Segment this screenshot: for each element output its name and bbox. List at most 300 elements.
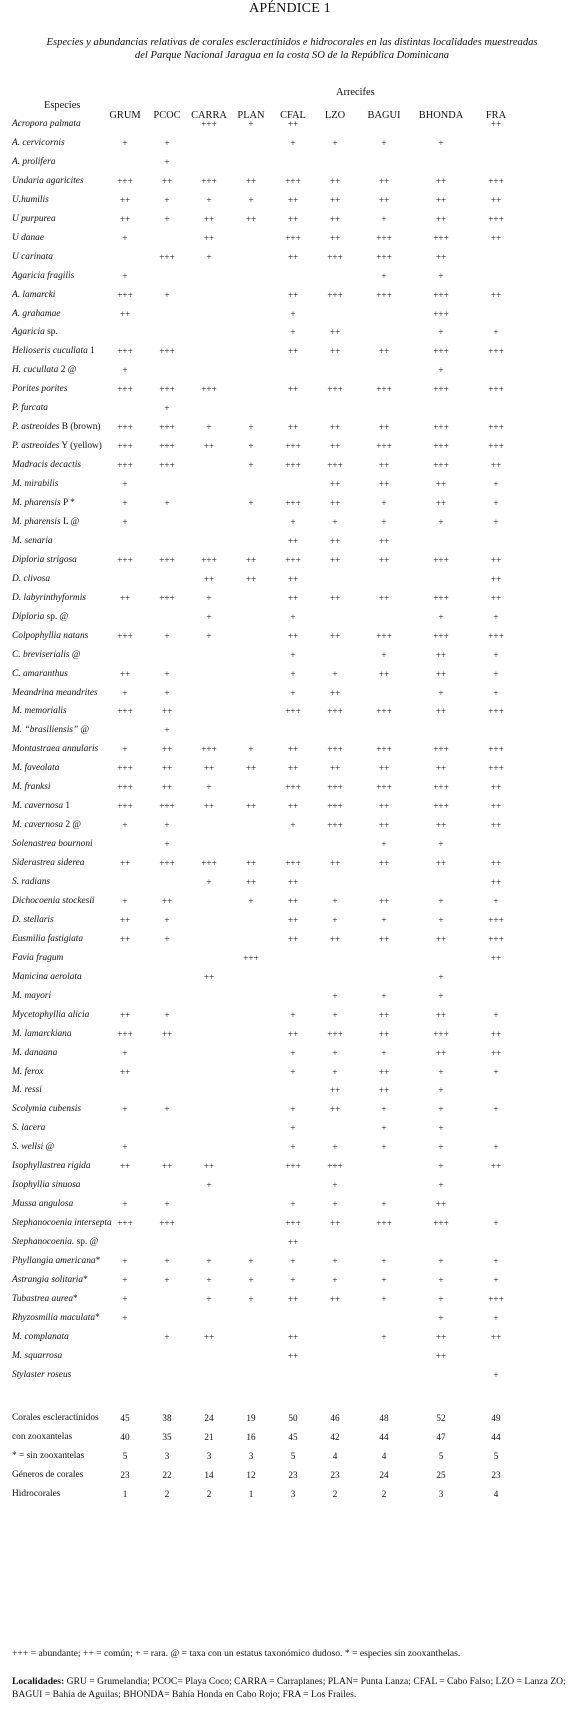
species-name-italic: M. mirabilis	[12, 479, 59, 490]
abundance-cell: +++	[433, 460, 449, 471]
abundance-cell: +++	[117, 630, 133, 641]
abundance-cell: +++	[285, 1161, 301, 1172]
species-name-italic: Mussa angulosa	[12, 1199, 74, 1210]
summary-cell: 23	[288, 1470, 298, 1481]
abundance-cell: +++	[488, 175, 504, 186]
abundance-cell: +++	[433, 1028, 449, 1039]
abundance-cell: +	[290, 137, 296, 148]
abundance-cell: +	[438, 1312, 444, 1323]
abundance-cell: ++	[287, 895, 299, 906]
species-name-italic: M. franksi	[12, 782, 51, 793]
abundance-cell: ++	[490, 1028, 502, 1039]
column-header: CARRA	[191, 110, 227, 121]
species-name-italic: M. mayori	[12, 990, 52, 1001]
abundance-cell: +	[332, 668, 338, 679]
abundance-cell: +	[206, 422, 212, 433]
abundance-cell: +	[122, 270, 128, 281]
table-row	[0, 574, 580, 594]
abundance-cell: +++	[285, 441, 301, 452]
abundance-cell: +	[290, 1066, 296, 1077]
table-row	[0, 839, 580, 859]
table-row	[0, 252, 580, 272]
abundance-cell: +	[438, 365, 444, 376]
table-row	[0, 479, 580, 499]
abundance-cell: +	[332, 1180, 338, 1191]
abundance-cell: ++	[287, 1331, 299, 1342]
species-name	[12, 1142, 54, 1152]
abundance-cell: +	[438, 914, 444, 925]
table-row	[0, 782, 580, 802]
abundance-cell: ++	[435, 933, 447, 944]
abundance-cell: ++	[161, 895, 173, 906]
summary-cell: 3	[206, 1451, 212, 1462]
abundance-cell: +++	[285, 706, 301, 717]
abundance-cell: ++	[203, 213, 215, 224]
species-name	[12, 233, 44, 243]
summary-cell: 23	[330, 1470, 340, 1481]
species-name	[12, 1085, 42, 1095]
table-row	[0, 1237, 580, 1257]
species-name-italic: Agaricia	[12, 327, 45, 338]
species-name-suffix: 2 @	[58, 365, 77, 376]
table-row	[0, 498, 580, 518]
species-name-italic: M. squarrosa	[12, 1350, 63, 1361]
table-row	[0, 195, 580, 215]
abundance-cell: +	[164, 630, 170, 641]
abundance-cell: ++	[119, 668, 131, 679]
species-name	[12, 1275, 88, 1285]
abundance-cell: +	[493, 611, 499, 622]
species-name-italic: M. danaana	[12, 1047, 58, 1058]
abundance-cell: +++	[433, 346, 449, 357]
abundance-cell: +	[164, 914, 170, 925]
table-row	[0, 1256, 580, 1276]
abundance-cell: +	[438, 1104, 444, 1115]
abundance-cell: ++	[329, 554, 341, 565]
abundance-cell: +++	[327, 782, 343, 793]
abundance-cell: ++	[119, 933, 131, 944]
species-name-italic: U.humilis	[12, 194, 49, 205]
table-caption	[22, 36, 562, 62]
abundance-cell: +++	[117, 460, 133, 471]
abundance-cell: +	[248, 1256, 254, 1266]
abundance-cell: +	[493, 498, 499, 508]
abundance-cell: +	[290, 687, 296, 698]
abundance-cell: +	[122, 1274, 128, 1285]
species-name	[12, 365, 76, 375]
table-row	[0, 953, 580, 973]
abundance-cell: +	[122, 1047, 128, 1058]
abundance-cell: +++	[327, 706, 343, 717]
species-name	[12, 498, 75, 508]
abundance-cell: +++	[117, 763, 133, 774]
abundance-cell: ++	[490, 592, 502, 603]
species-name-italic: Acropora palmata	[12, 119, 81, 129]
summary-label: Corales escleractínidos	[12, 1412, 99, 1423]
species-name-suffix: *	[83, 1274, 88, 1285]
abundance-cell: ++	[378, 820, 390, 831]
abundance-cell: +	[122, 1104, 128, 1115]
abundance-cell: +	[493, 687, 499, 698]
abundance-cell: +	[248, 498, 254, 508]
abundance-cell: ++	[119, 858, 131, 869]
species-name-suffix: P *	[60, 498, 75, 508]
abundance-cell: ++	[435, 763, 447, 774]
table-row	[0, 327, 580, 347]
abundance-cell: ++	[329, 232, 341, 243]
abundance-cell: +	[164, 156, 170, 167]
abundance-cell: ++	[378, 535, 390, 546]
table-header-group	[0, 87, 580, 111]
species-name	[12, 1332, 69, 1342]
abundance-cell: ++	[378, 668, 390, 679]
table-row	[0, 1142, 580, 1162]
abundance-cell: +	[438, 137, 444, 148]
species-name	[12, 801, 70, 811]
abundance-cell: +	[381, 516, 387, 527]
species-name	[12, 820, 81, 830]
table-row	[0, 631, 580, 651]
abundance-cell: +++	[327, 251, 343, 262]
abundance-cell: +	[290, 1047, 296, 1058]
table-row	[0, 1351, 580, 1371]
abundance-cell: ++	[378, 422, 390, 433]
abundance-cell: +	[122, 137, 128, 148]
species-name	[12, 1199, 73, 1209]
species-name	[12, 858, 84, 868]
species-name	[12, 953, 63, 963]
abundance-cell: ++	[329, 194, 341, 205]
species-name	[12, 555, 77, 565]
abundance-cell: +	[381, 1256, 387, 1266]
summary-cell: 19	[246, 1412, 256, 1423]
column-header: CFAL	[280, 110, 306, 121]
summary-row	[0, 1413, 580, 1433]
abundance-cell: ++	[378, 346, 390, 357]
abundance-cell: +	[248, 1274, 254, 1285]
abundance-cell: +	[381, 990, 387, 1001]
abundance-cell: +++	[488, 441, 504, 452]
abundance-cell: +	[381, 1104, 387, 1115]
table-row	[0, 290, 580, 310]
table-row	[0, 1104, 580, 1124]
species-name	[12, 706, 67, 716]
summary-row	[0, 1432, 580, 1452]
abundance-cell: +	[332, 1274, 338, 1285]
abundance-cell: +++	[488, 1293, 504, 1304]
abundance-cell: ++	[203, 232, 215, 243]
species-name-italic: M. ressi	[12, 1085, 42, 1096]
abundance-cell: ++	[203, 1161, 215, 1172]
abundance-cell: ++	[329, 630, 341, 641]
abundance-cell: ++	[435, 649, 447, 660]
abundance-cell: ++	[435, 1047, 447, 1058]
abundance-cell: ++	[378, 175, 390, 186]
abundance-cell: ++	[329, 933, 341, 944]
species-name-italic: C. amaranthus	[12, 668, 68, 679]
abundance-cell: +	[493, 1369, 499, 1380]
species-name-italic: P. astreoides	[12, 441, 60, 452]
summary-cell: 45	[120, 1412, 130, 1423]
species-name-italic: M. lamarckiana	[12, 1028, 72, 1039]
summary-cell: 25	[436, 1470, 446, 1481]
abundance-cell: +	[438, 611, 444, 622]
abundance-cell: +	[493, 1104, 499, 1115]
abundance-cell: ++	[161, 744, 173, 755]
species-name-suffix: *	[95, 1256, 101, 1266]
abundance-cell: +	[438, 990, 444, 1001]
abundance-cell: +++	[488, 763, 504, 774]
abundance-cell: +++	[376, 384, 392, 395]
species-name-italic: A. cervicornis	[12, 137, 65, 148]
abundance-cell: +	[438, 1180, 444, 1191]
column-header: PLAN	[237, 110, 265, 121]
summary-cell: 35	[162, 1431, 172, 1442]
abundance-cell: ++	[490, 573, 502, 584]
abundance-cell: ++	[245, 763, 257, 774]
abundance-cell: +	[164, 725, 170, 736]
abundance-cell: ++	[378, 554, 390, 565]
abundance-cell: +	[164, 137, 170, 148]
abundance-cell: +	[438, 1293, 444, 1304]
column-header: BHONDA	[418, 110, 464, 121]
abundance-cell: +	[493, 1312, 499, 1323]
abundance-cell: +	[122, 232, 128, 243]
abundance-cell: ++	[287, 592, 299, 603]
species-name	[12, 252, 53, 262]
abundance-cell: +	[332, 1199, 338, 1210]
summary-cell: 16	[246, 1431, 256, 1442]
abundance-cell: ++	[378, 1028, 390, 1039]
species-name-italic: P. furcata	[12, 403, 48, 414]
abundance-cell: +	[164, 668, 170, 679]
summary-cell: 4	[493, 1489, 499, 1500]
summary-cell: 5	[122, 1451, 128, 1462]
abundance-cell: +	[332, 1047, 338, 1058]
abundance-cell: ++	[119, 213, 131, 224]
table-row	[0, 1161, 580, 1181]
abundance-cell: ++	[435, 668, 447, 679]
abundance-cell: +	[206, 630, 212, 641]
abundance-cell: ++	[329, 422, 341, 433]
abundance-cell: ++	[329, 535, 341, 546]
abundance-cell: +++	[159, 441, 175, 452]
abundance-cell: ++	[378, 1085, 390, 1096]
species-name	[12, 1313, 100, 1323]
abundance-cell: ++	[435, 479, 447, 490]
abundance-cell: +++	[117, 801, 133, 812]
abundance-cell: +++	[376, 744, 392, 755]
species-name	[12, 1256, 100, 1266]
species-name	[12, 441, 102, 451]
abundance-cell: ++	[119, 194, 131, 205]
abundance-cell: ++	[378, 895, 390, 906]
abundance-cell: ++	[161, 1161, 173, 1172]
abundance-cell: +++	[327, 744, 343, 755]
abundance-cell: +++	[159, 346, 175, 357]
abundance-cell: +	[290, 1104, 296, 1115]
species-name-italic: Diploria strigosa	[12, 554, 77, 565]
species-name-italic: Rhyzosmilia maculata	[12, 1312, 96, 1323]
abundance-cell: ++	[287, 119, 299, 129]
species-name-suffix: B (brown)	[59, 422, 101, 433]
species-name-italic: Isophyllia sinuosa	[12, 1180, 81, 1191]
table-row	[0, 1332, 580, 1352]
abundance-cell: +	[164, 1009, 170, 1020]
summary-cell: 38	[162, 1412, 172, 1423]
species-name-suffix: @	[78, 725, 90, 736]
table-row	[0, 1199, 580, 1219]
abundance-cell: +++	[433, 554, 449, 565]
abundance-cell: +	[438, 270, 444, 281]
abundance-cell: +	[122, 1256, 128, 1266]
abundance-cell: +++	[376, 1218, 392, 1229]
abundance-cell: ++	[378, 1066, 390, 1077]
table-row	[0, 1048, 580, 1068]
species-name	[12, 574, 50, 584]
abundance-cell: +	[122, 516, 128, 527]
abundance-cell: +	[122, 687, 128, 698]
summary-cell: 24	[379, 1470, 389, 1481]
abundance-cell: ++	[490, 877, 502, 887]
abundance-cell: +	[122, 820, 128, 831]
summary-cell: 1	[122, 1489, 128, 1500]
arrecifes-header: Arrecifes	[336, 87, 375, 98]
table-row	[0, 422, 580, 442]
species-name-italic: Madracis decactis	[12, 460, 81, 471]
species-name	[12, 214, 56, 224]
summary-cell: 5	[438, 1451, 444, 1462]
species-name	[12, 915, 54, 925]
abundance-cell: +	[122, 1293, 128, 1304]
abundance-cell: +	[438, 516, 444, 527]
species-name-italic: M. ferox	[12, 1066, 44, 1077]
abundance-cell: +++	[243, 952, 259, 963]
abundance-cell: +	[122, 365, 128, 376]
abundance-cell: +++	[327, 820, 343, 831]
abundance-cell: ++	[490, 801, 502, 812]
species-name-italic: Favia fragum	[12, 952, 64, 963]
species-name	[12, 839, 93, 849]
species-name-suffix: L @	[60, 516, 80, 527]
species-name-italic: Solenastrea bournoni	[12, 839, 93, 850]
table-row	[0, 1029, 580, 1049]
abundance-cell: +	[248, 895, 254, 906]
table-row	[0, 725, 580, 745]
species-name-italic: M. complanata	[12, 1331, 69, 1342]
species-name	[12, 896, 95, 906]
abundance-cell: +	[438, 1123, 444, 1134]
table-row	[0, 1313, 580, 1333]
abundance-cell: +++	[201, 744, 217, 755]
species-name-italic: U purpurea	[12, 213, 56, 224]
species-name	[12, 517, 79, 527]
species-name	[12, 138, 65, 148]
abundance-cell: ++	[245, 213, 257, 224]
abundance-cell: +	[290, 1274, 296, 1285]
summary-cell: 46	[330, 1412, 340, 1423]
species-name-suffix: 2 @	[63, 820, 82, 831]
abundance-cell: +	[493, 1256, 499, 1266]
especies-header: Especies	[44, 100, 81, 111]
abundance-cell: ++	[329, 1104, 341, 1115]
summary-cell: 5	[493, 1451, 499, 1462]
species-name-suffix: 1	[63, 801, 71, 812]
summary-label: con zooxantelas	[12, 1431, 73, 1442]
abundance-cell: ++	[287, 1028, 299, 1039]
abundance-cell: +++	[376, 289, 392, 300]
abundance-cell: +++	[159, 384, 175, 395]
abundance-cell: ++	[329, 441, 341, 452]
abundance-cell: +	[438, 327, 444, 338]
abundance-cell: +	[164, 1331, 170, 1342]
abundance-cell: ++	[435, 820, 447, 831]
abundance-cell: +	[381, 1123, 387, 1134]
abundance-cell: +++	[376, 232, 392, 243]
abundance-cell: +++	[117, 706, 133, 717]
species-name	[12, 384, 67, 394]
table-row	[0, 612, 580, 632]
table-row	[0, 309, 580, 329]
abundance-cell: ++	[435, 1331, 447, 1342]
abundance-cell: ++	[378, 763, 390, 774]
abundance-cell: +	[493, 895, 499, 906]
species-name	[12, 725, 89, 735]
abundance-cell: +++	[159, 251, 175, 262]
abundance-cell: +	[332, 1142, 338, 1153]
abundance-cell: +	[164, 839, 170, 850]
species-name-italic: Stylaster roseus	[12, 1369, 72, 1380]
abundance-cell: +	[381, 649, 387, 660]
abundance-cell: ++	[287, 933, 299, 944]
summary-cell: 45	[288, 1431, 298, 1442]
abundance-cell: ++	[329, 592, 341, 603]
abundance-cell: ++	[329, 327, 341, 338]
species-name	[12, 744, 98, 754]
abundance-cell: +	[493, 1066, 499, 1077]
abundance-cell: ++	[378, 1009, 390, 1020]
abundance-cell: ++	[490, 460, 502, 471]
abundance-cell: ++	[161, 782, 173, 793]
species-name	[12, 422, 101, 432]
species-name-italic: M. cavernosa	[12, 820, 64, 831]
abundance-footnote: +++ = abundante; ++ = común; + = rara. @ = taxa con un estatus taxonómico dudoso. * = especies sin zooxanthelas.	[12, 1648, 461, 1659]
abundance-cell: ++	[287, 573, 299, 584]
species-name-italic: D. stellaris	[12, 914, 54, 925]
abundance-cell: ++	[329, 498, 341, 508]
abundance-cell: +++	[117, 175, 133, 186]
abundance-cell: ++	[287, 763, 299, 774]
abundance-cell: ++	[287, 1350, 299, 1361]
abundance-cell: +++	[285, 1218, 301, 1229]
abundance-cell: +	[206, 1180, 212, 1191]
species-name-italic: Undaria agaricites	[12, 175, 84, 186]
abundance-cell: ++	[203, 971, 215, 982]
species-name-italic: P. astreoides	[12, 422, 60, 433]
abundance-cell: +	[206, 1293, 212, 1304]
table-row	[0, 536, 580, 556]
species-name-italic: M. faveolata	[12, 763, 60, 774]
abundance-cell: ++	[329, 858, 341, 869]
abundance-cell: +++	[376, 441, 392, 452]
table-row	[0, 441, 580, 461]
abundance-cell: ++	[161, 1028, 173, 1039]
table-row	[0, 1010, 580, 1030]
abundance-cell: +	[122, 895, 128, 906]
abundance-cell: +	[332, 516, 338, 527]
summary-cell: 23	[491, 1470, 501, 1481]
summary-cell: 49	[491, 1412, 501, 1423]
